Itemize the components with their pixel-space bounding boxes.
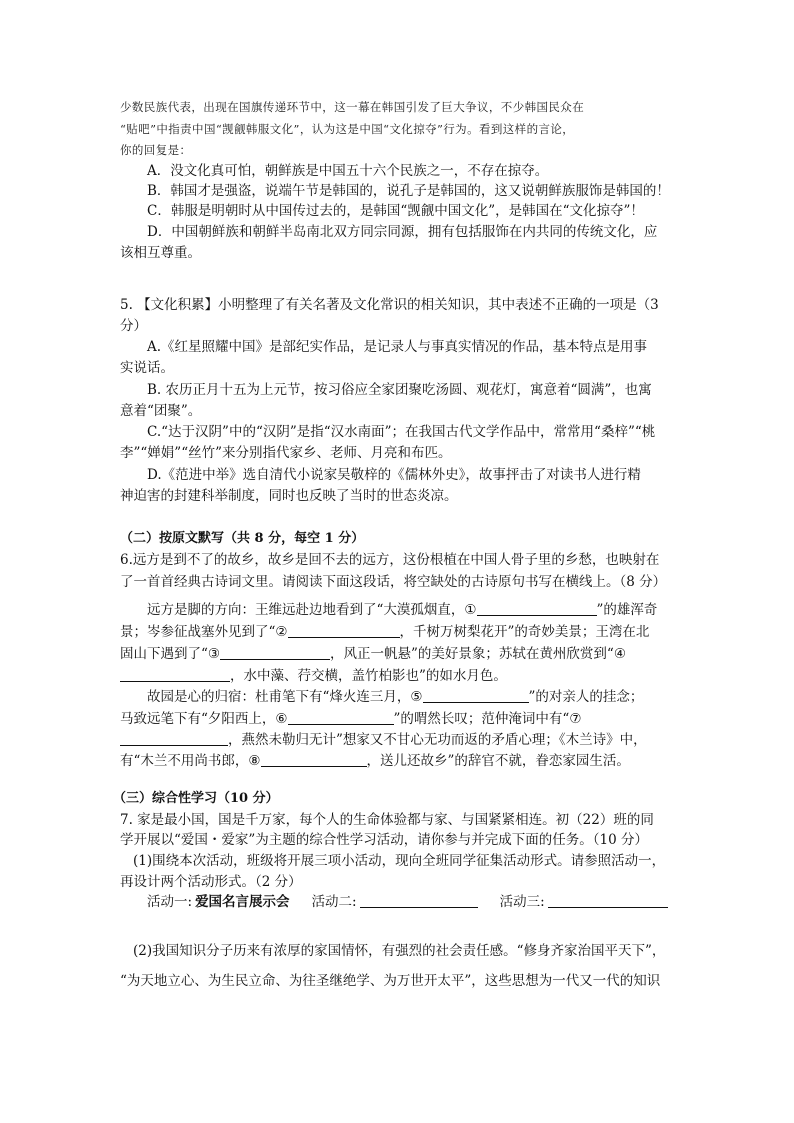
- q5-option-d-line-1: D.《范进中举》选自清代小说家吴敬梓的《儒林外史》，故事抨击了对读书人进行精: [147, 467, 641, 483]
- q7-sub1-line-2: 再设计两个活动形式。（2 分）: [120, 874, 302, 890]
- q6-para1-line-2: [120, 623, 649, 641]
- blank-marker-6: ⑥: [275, 711, 288, 727]
- q6-text: ，送儿还故乡”的辞官不就，眷恋家园生活。: [366, 753, 630, 769]
- activity-1-value: 爱国名言展示会: [195, 894, 290, 910]
- activity-1-label: 活动一:: [147, 894, 193, 910]
- q4-option-d-line-1: D．中国朝鲜族和朝鲜半岛南北双方同宗同源，拥有包括服饰在内共同的传统文化，应: [147, 224, 658, 240]
- activity-2-blank[interactable]: [360, 893, 478, 908]
- q6-para1-line-3: [120, 645, 626, 663]
- q4-option-b: B．韩国才是强盗，说端午节是韩国的，说孔子是韩国的，这又说朝鲜族服饰是韩国的！: [147, 183, 670, 199]
- answer-blank-7[interactable]: [120, 731, 228, 746]
- q6-text: ”的喟然长叹；范仲淹词中有“: [393, 711, 570, 727]
- q6-text: ，千树万树梨花开”的奇妙美景；王湾在北: [399, 624, 650, 640]
- q4-option-d-line-2: 该相互尊重。: [120, 245, 201, 261]
- q6-text: 景；岑参征战塞外见到了“: [120, 624, 276, 640]
- answer-blank-4[interactable]: [120, 667, 230, 682]
- blank-marker-8: ⑧: [248, 753, 261, 769]
- answer-blank-2[interactable]: [288, 623, 400, 638]
- q6-para2-line-3: [120, 731, 647, 749]
- q6-stem-line-2: 了一首首经典古诗词文里。请阅读下面这段话，将空缺处的古诗原句书写在横线上。（8 分）: [120, 574, 667, 590]
- q6-text: ，风正一帆悬”的美好景象；苏轼在黄州欣赏到“: [330, 646, 614, 662]
- blank-marker-4: ④: [613, 646, 626, 662]
- answer-blank-1[interactable]: [477, 601, 597, 616]
- q7-stem-line-1: 7. 家是最小国，国是千万家，每个人的生命体验都与家、与国紧紧相连。初（22）班的同: [120, 812, 654, 828]
- q6-para1-line-4: [120, 667, 507, 685]
- q5-option-d-line-2: 神迫害的封建科举制度，同时也反映了当时的世态炎凉。: [120, 488, 458, 504]
- q6-para2-line-1: [147, 688, 643, 706]
- blank-marker-2: ②: [275, 624, 288, 640]
- q7-sub2-line-2: “为天地立心、为生民立命、为往圣继绝学、为万世开太平”，这些思想为一代又一代的知识: [120, 973, 661, 989]
- q6-para2-line-4: [120, 752, 630, 770]
- q4-option-a: A．没文化真可怕，朝鲜族是中国五十六个民族之一，不存在掠夺。: [147, 163, 549, 179]
- q6-text: 远方是脚的方向：王维远赴边地看到了“大漠孤烟直，: [147, 602, 465, 618]
- section-2-heading: （二）按原文默写（共 8 分，每空 1 分）: [120, 531, 365, 546]
- q5-option-a-line-1: A.《红星照耀中国》是部纪实作品，是记录人与事真实情况的作品，基本特点是用事: [147, 339, 648, 355]
- q6-text: 马致远笔下有“夕阳西上，: [120, 711, 276, 727]
- q7-sub2-line-1: (2)我国知识分子历来有浓厚的家国情怀，有强烈的社会责任感。“修身齐家治国平天下”，: [133, 943, 666, 959]
- q4-intro-line-1: 少数民族代表，出现在国旗传递环节中，这一幕在韩国引发了巨大争议，不少韩国民众在: [120, 100, 585, 114]
- q6-text: ，燕然未勒归无计”想家又不甘心无功而返的矛盾心理；《木兰诗》中，: [228, 732, 647, 748]
- q5-stem-line-1: 5. 【文化积累】小明整理了有关名著及文化常识的相关知识，其中表述不正确的一项是（3: [120, 297, 659, 313]
- activity-3-label: 活动三:: [499, 894, 545, 910]
- activity-3-blank[interactable]: [548, 893, 668, 908]
- blank-marker-7: ⑦: [569, 711, 582, 727]
- answer-blank-3[interactable]: [220, 645, 330, 660]
- q6-text: ”的对亲人的挂念；: [528, 689, 644, 705]
- answer-blank-6[interactable]: [288, 710, 394, 725]
- q6-text: ，水中藻、荇交横，盖竹柏影也”的如水月色。: [230, 668, 507, 684]
- section-3-heading: （三）综合性学习（10 分）: [113, 791, 279, 806]
- q6-stem-line-1: 6.远方是到不了的故乡，故乡是回不去的远方，这份根植在中国人骨子里的乡愁，也映射在: [120, 552, 660, 568]
- q5-option-a-line-2: 实说话。: [120, 360, 174, 376]
- q7-sub1-line-1: (1)围绕本次活动，班级将开展三项小活动，现向全班同学征集活动形式。请参照活动一，: [133, 853, 666, 869]
- q5-option-c-line-1: C.“达于汉阴”中的“汉阴”是指“汉水南面”；在我国古代文学作品中，常常用“桑梓”“桃: [147, 424, 656, 440]
- blank-marker-1: ①: [464, 602, 477, 618]
- q6-text: 故园是心的归宿：杜甫笔下有“烽火连三月，: [147, 689, 411, 705]
- blank-marker-5: ⑤: [410, 689, 423, 705]
- q5-option-c-line-2: 李”“婵娟”“丝竹”来分别指代家乡、老师、月亮和布匹。: [120, 445, 452, 461]
- q5-option-b-line-2: 意着“团聚”。: [120, 403, 202, 419]
- q6-para2-line-2: [120, 710, 581, 728]
- answer-blank-5[interactable]: [423, 688, 529, 703]
- q7-stem-line-2: 学开展以“爱国・爱家”为主题的综合性学习活动，请你参与并完成下面的任务。（10 分）: [120, 832, 649, 848]
- q6-text: 固山下遇到了“: [120, 646, 208, 662]
- q5-stem-line-2: 分）: [120, 318, 147, 334]
- q4-intro-line-3: 你的回复是：: [120, 143, 192, 157]
- q5-option-b-line-1: B. 农历正月十五为上元节，按习俗应全家团聚吃汤圆、观花灯，寓意着“圆满”，也寓: [147, 382, 652, 398]
- q6-para1-line-1: [147, 601, 657, 619]
- activity-2-label: 活动二:: [311, 894, 357, 910]
- blank-marker-3: ③: [207, 646, 221, 662]
- q4-intro-line-2: “贴吧”中指责中国“觊觎韩服文化”，认为这是中国“文化掠夺”行为。看到这样的言论，: [120, 122, 575, 136]
- q4-option-c: C．韩服是明朝时从中国传过去的，是韩国“觊觎中国文化”，是韩国在“文化掠夺”！: [147, 203, 644, 219]
- q6-text: ”的雄浑奇: [596, 602, 658, 618]
- q7-activity-row: [147, 893, 668, 911]
- answer-blank-8[interactable]: [261, 752, 367, 767]
- q6-text: 有“木兰不用尚书郎，: [120, 753, 249, 769]
